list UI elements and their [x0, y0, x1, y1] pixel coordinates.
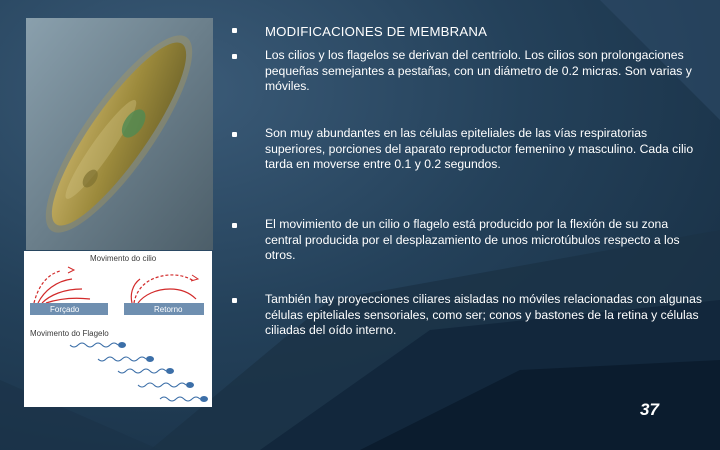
bullet-text-3: El movimiento de un cilio o flagelo está producido por la flexión de su zona central producida por el desplazamiento de unos microtúbulos respecto a los otros. — [265, 217, 680, 262]
cilia-return-stroke — [131, 275, 198, 303]
bullet-text-2: Son muy abundantes en las células epiteliales de las vías respiratorias superiores, porciones del aparato reproductor femenino y masculino. Cada cilio tarda en moverse entre 0.1 y 0.2 segundos. — [265, 126, 694, 171]
page-number: 37 — [640, 400, 659, 419]
bullet-text-4: También hay proyecciones ciliares aisladas no móviles relacionadas con algunas células epiteliales sensoriales, como ser; conos y bastones de la retina y células ciliadas del oído interno. — [265, 292, 702, 337]
bullet-square-icon — [232, 298, 237, 303]
flagellum-waves — [70, 342, 208, 402]
bullet-square-icon — [232, 223, 237, 228]
bullet-square-icon — [232, 132, 237, 137]
slide-title: MODIFICACIONES DE MEMBRANA — [265, 24, 488, 39]
return-label: Retorno — [154, 305, 183, 314]
cilia-flagellum-diagram — [24, 251, 212, 407]
cilia-forward-stroke — [34, 267, 90, 303]
bullet-square-icon — [232, 54, 237, 59]
flagellum-diagram-title: Movimento do Flagelo — [30, 329, 109, 338]
cilia-diagram-title: Movimento do cilio — [90, 254, 157, 263]
bullet-square-icon — [232, 28, 237, 33]
paramecium-photo — [26, 18, 213, 250]
bullet-text-1: Los cilios y los flagelos se derivan del centriolo. Los cilios son prolongaciones pequeñas semejantes a pestañas, con un diámetro de 0.2 micras. Son varias y móviles. — [265, 48, 692, 93]
forward-label: Forçado — [50, 305, 80, 314]
